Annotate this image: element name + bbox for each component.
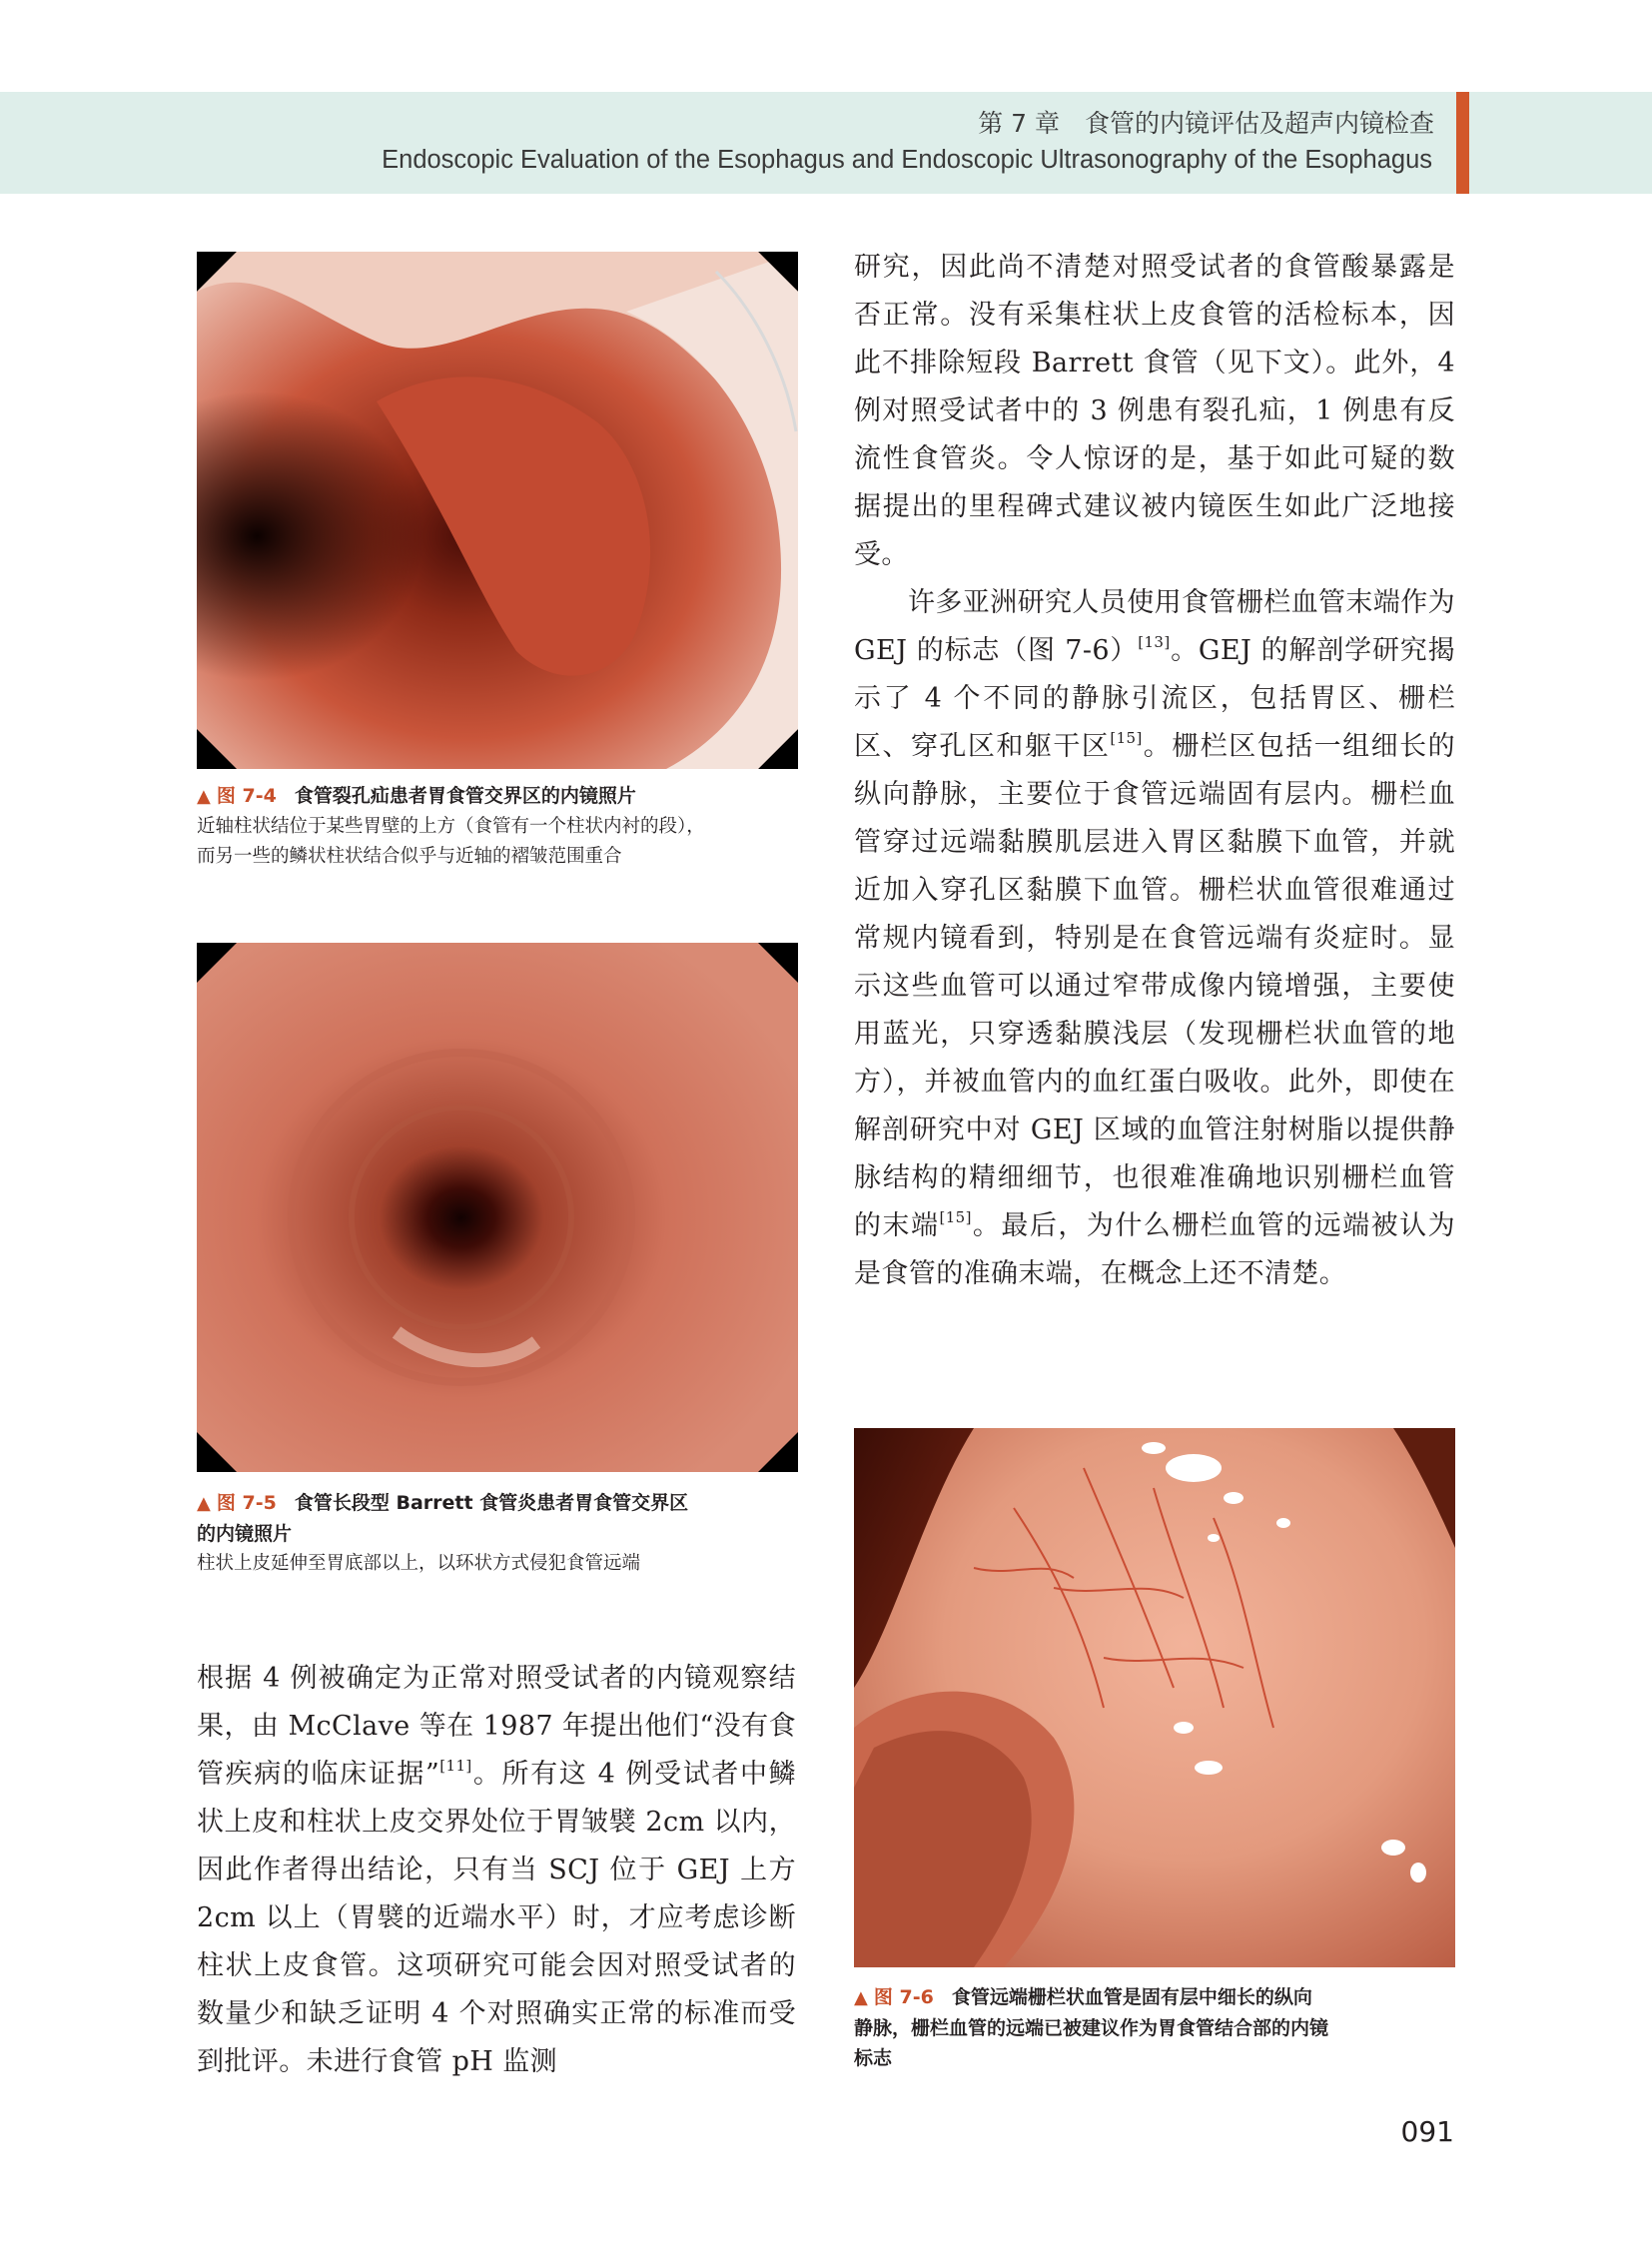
right-paragraph-1: 研究，因此尚不清楚对照受试者的食管酸暴露是否正常。没有采集柱状上皮食管的活检标本，因此不排除短段 Barrett 食管（见下文）。此外，4 例对照受试者中的 3 例患有裂孔疝，1 例患有反流性食管炎。令人惊讶的是，基于如此可疑的数据提出的里程碑式建议被内镜医生如此广泛地接受。 xyxy=(854,252,1455,570)
citation-ref: [11] xyxy=(439,1757,472,1775)
citation-ref: [15] xyxy=(939,1208,972,1226)
figure-7-5-title-line1 xyxy=(197,1488,806,1519)
figure-7-4-title: 食管裂孔疝患者胃食管交界区的内镜照片 xyxy=(294,785,636,807)
right-paragraph-2-part3: 。栅栏区包括一组细长的纵向静脉，主要位于食管远端固有层内。栅栏血管穿过远端黏膜肌层进入胃区黏膜下血管，并就近加入穿孔区黏膜下血管。栅栏状血管很难通过常规内镜看到，特别是在食管远端有炎症时。显示这些血管可以通过窄带成像内镜增强，主要使用蓝光，只穿透黏膜浅层（发现栅栏状血管的地方），并被血管内的血红蛋白吸收。此外，即使在解剖研究中对 GEJ 区域的血管注射树脂以提供静脉结构的精细细节，也很难准确地识别栅栏血管的末端 xyxy=(854,731,1455,1241)
triangle-marker-icon: ▲ xyxy=(854,1987,868,2008)
figure-7-4-note-line2: 而另一些的鳞状柱状结合似乎与近轴的褶皱范围重合 xyxy=(197,846,622,867)
right-paragraph-2-part1: 许多亚洲研究人员使用食管栅栏血管末端作为 GEJ 的标志（图 7-6） xyxy=(854,587,1455,666)
right-paragraph-2-part2: 。GEJ 的解剖学研究揭示了 4 个不同的静脉引流区，包括胃区、栅栏区、穿孔区和躯干区 xyxy=(854,635,1455,762)
right-column-text xyxy=(854,244,1455,1298)
right-paragraph-2 xyxy=(854,579,1455,1298)
figure-7-5-caption xyxy=(197,1488,806,1579)
figure-7-6-title-part2: 静脉，栅栏血管的远端已被建议作为胃食管结合部的内镜 xyxy=(854,2017,1329,2039)
citation-ref: [13] xyxy=(1138,633,1171,651)
figure-7-4-note-line1: 近轴柱状结位于某些胃壁的上方（食管有一个柱状内衬的段）， xyxy=(197,816,705,837)
figure-7-6-photo xyxy=(854,1428,1455,1967)
triangle-marker-icon: ▲ xyxy=(197,786,211,807)
endoscopy-image-palisade-vessels xyxy=(854,1428,1455,1967)
figure-7-4-photo xyxy=(197,252,798,769)
right-paragraph-2-part4: 。最后，为什么栅栏血管的远端被认为是食管的准确末端，在概念上还不清楚。 xyxy=(854,1210,1455,1289)
left-paragraph-part2: 。所有这 4 例受试者中鳞状上皮和柱状上皮交界处位于胃皱襞 2cm 以内，因此作者得出结论，只有当 SCJ 位于 GEJ 上方 2cm 以上（胃襞的近端水平）时，才应考虑诊断柱状上皮食管。这项研究可能会因对照受试者的数量少和缺乏证明 4 个对照确实正常的标准而受到批评。未进行食管 pH 监测 xyxy=(197,1759,796,2077)
chapter-title-cn: 第 7 章 食管的内镜评估及超声内镜检查 xyxy=(978,109,1434,138)
figure-7-6-title-line1 xyxy=(854,1982,1463,2013)
figure-7-4-caption xyxy=(197,781,806,872)
endoscopy-image-barrett xyxy=(197,943,798,1472)
header-accent-bar xyxy=(1456,92,1469,194)
figure-7-6-title-part3: 标志 xyxy=(854,2047,893,2069)
figure-7-6-title-part1: 食管远端栅栏状血管是固有层中细长的纵向 xyxy=(951,1986,1312,2008)
citation-ref: [15] xyxy=(1110,729,1143,747)
endoscopy-image-hiatal-hernia xyxy=(197,252,798,769)
figure-7-4-title-line xyxy=(197,781,806,812)
left-column-text xyxy=(197,1655,796,2086)
left-paragraph xyxy=(197,1655,796,2086)
figure-7-5-photo xyxy=(197,943,798,1472)
figure-7-6-number: 图 7-6 xyxy=(873,1986,934,2008)
figure-7-5-title-part2: 的内镜照片 xyxy=(197,1523,293,1545)
left-paragraph-part1: 根据 4 例被确定为正常对照受试者的内镜观察结果，由 McClave 等在 1987 年提出他们“没有食管疾病的临床证据” xyxy=(197,1663,796,1790)
triangle-marker-icon: ▲ xyxy=(197,1493,211,1514)
figure-7-4-number: 图 7-4 xyxy=(216,785,277,807)
chapter-title-en: Endoscopic Evaluation of the Esophagus and Endoscopic Ultrasonography of the Esophagus xyxy=(382,146,1432,174)
figure-7-5-number: 图 7-5 xyxy=(216,1492,277,1514)
figure-7-5-title-part1: 食管长段型 Barrett 食管炎患者胃食管交界区 xyxy=(294,1492,689,1514)
figure-7-5-note: 柱状上皮延伸至胃底部以上，以环状方式侵犯食管远端 xyxy=(197,1553,641,1574)
page-number: 091 xyxy=(1400,2115,1454,2148)
figure-7-6-caption xyxy=(854,1982,1463,2073)
